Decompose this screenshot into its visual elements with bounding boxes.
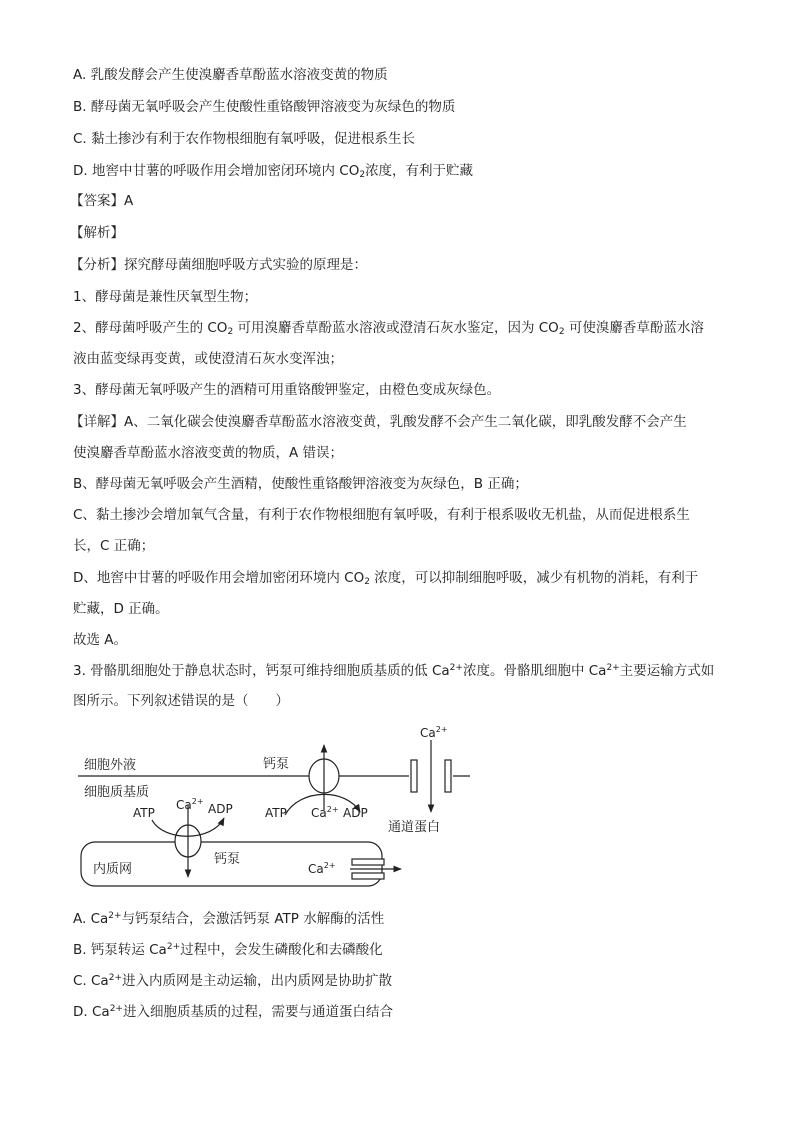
adp-label-2: ADP [208,802,233,816]
analysis-label: 【解析】 [70,225,124,241]
channel-label: 通道蛋白 [388,820,441,835]
option-2d: D. 地窖中甘薯的呼吸作用会增加密闭环境内 $CO_2$浓度，有利于贮藏 [73,163,474,180]
principle-1: 1、酵母菌是兼性厌氧型生物； [73,289,258,305]
cytoplasm-label: 细胞质基质 [84,785,150,800]
er-label: 内质网 [93,862,133,877]
er-channel [352,859,384,865]
detail-c-line1: C、黏土掺沙会增加氧气含量，有利于农作物根细胞有氧呼吸，有利于根系吸收无机盐，从而促进根系生 [73,507,690,523]
option-2c: C. 黏土掺沙有利于农作物根细胞有氧呼吸，促进根系生长 [73,131,416,147]
option-3d: D. $Ca^{2+}$进入细胞质基质的过程，需要与通道蛋白结合 [73,1004,393,1020]
principle-2-line2: 液由蓝变绿再变黄，或使澄清石灰水变浑浊； [73,351,343,367]
question-3-line2: 图所示。下列叙述错误的是（ ） [73,693,289,709]
detail-a-line1: 【详解】A、二氧化碳会使溴麝香草酚蓝水溶液变黄，乳酸发酵不会产生二氧化碳，即乳酸发酵不会产生 [70,414,687,430]
answer-value: A [124,193,134,209]
answer-line [70,192,133,210]
detail-d-line1: D、地窖中甘薯的呼吸作用会增加密闭环境内 $CO_2$ 浓度，可以抑制细胞呼吸，减少有机物的消耗，有利于 [73,570,699,587]
option-3b: B. 钙泵转运 $Ca^{2+}$过程中，会发生磷酸化和去磷酸化 [73,942,383,958]
option-3c: C. $Ca^{2+}$进入内质网是主动运输，出内质网是协助扩散 [73,973,392,989]
detail-b: B、酵母菌无氧呼吸会产生酒精，使酸性重铬酸钾溶液变为灰绿色，B 正确； [73,476,528,492]
option-3a: A. $Ca^{2+}$与钙泵结合，会激活钙泵 ATP 水解酶的活性 [73,911,385,927]
ca-label-channel: $Ca^{2+}$ [420,725,448,740]
atp-label-2: ATP [133,806,155,820]
detail-c-line2: 长，C 正确； [73,538,155,554]
channel-protein [411,760,417,792]
analysis-intro: 【分析】探究酵母菌细胞呼吸方式实验的原理是： [70,257,367,273]
conclusion: 故选 A。 [73,632,128,648]
ca-label-pump2: $Ca^{2+}$ [176,797,204,812]
option-2a: A. 乳酸发酵会产生使溴麝香草酚蓝水溶液变黄的物质 [73,67,388,83]
calcium-transport-diagram [78,720,478,895]
option-2b: B. 酵母菌无氧呼吸会产生使酸性重铬酸钾溶液变为灰绿色的物质 [73,99,456,115]
pump-label-2: 钙泵 [214,852,241,867]
ca-label-pump1: $Ca^{2+}$ [311,805,339,820]
adp-label-1: ADP [343,806,368,820]
question-3-line1: 3. 骨骼肌细胞处于静息状态时，钙泵可维持细胞质基质的低 $Ca^{2+}$浓度。骨骼肌细胞中 $Ca^{2+}$主要运输方式如 [73,663,715,679]
ca-label-er: $Ca^{2+}$ [308,861,336,876]
answer-label: 【答案】 [70,193,124,209]
extracellular-label: 细胞外液 [84,758,137,773]
pump-label-1: 钙泵 [263,757,290,772]
detail-a-line2: 使溴麝香草酚蓝水溶液变黄的物质，A 错误； [73,445,344,461]
detail-d-line2: 贮藏，D 正确。 [73,601,169,617]
principle-3: 3、酵母菌无氧呼吸产生的酒精可用重铬酸钾鉴定，由橙色变成灰绿色。 [73,382,501,398]
atp-label-1: ATP [265,806,287,820]
principle-2-line1: 2、酵母菌呼吸产生的 $CO_2$ 可用溴麝香草酚蓝水溶液或澄清石灰水鉴定，因为 $CO_2$ 可使溴麝香草酚蓝水溶 [73,320,704,337]
